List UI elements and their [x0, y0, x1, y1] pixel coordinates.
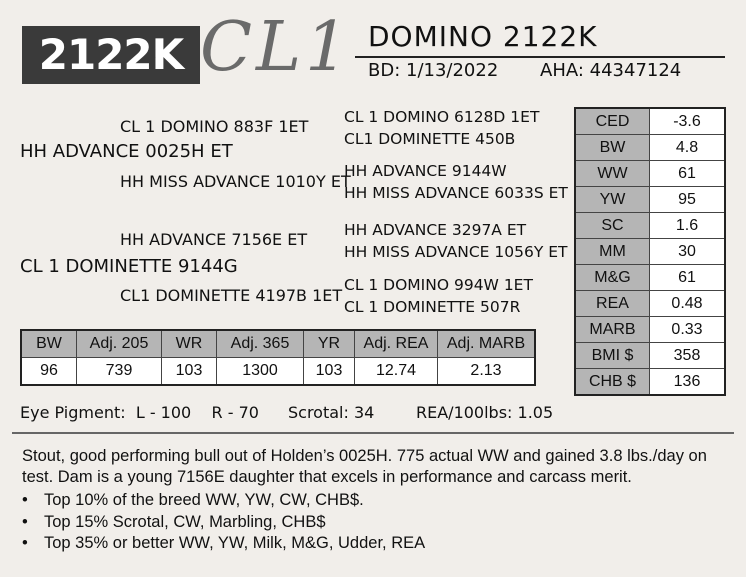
epd-value: 4.8	[650, 135, 726, 161]
bull-name: DOMINO 2122K	[368, 20, 598, 53]
epd-value: 1.6	[650, 213, 726, 239]
epd-value: 61	[650, 161, 726, 187]
epd-value: 0.33	[650, 317, 726, 343]
epd-row	[575, 108, 725, 135]
aha-registration: AHA: 44347124	[540, 60, 682, 81]
epd-row	[575, 291, 725, 317]
pedigree-sire-sire-sire: CL 1 DOMINO 6128D 1ET	[344, 108, 540, 126]
performance-value: 12.74	[355, 358, 438, 386]
epd-label: BMI $	[575, 343, 650, 369]
list-item	[22, 490, 425, 512]
highlight-text: Top 15% Scrotal, CW, Marbling, CHB$	[44, 512, 326, 531]
epd-label: MM	[575, 239, 650, 265]
performance-header: Adj. 365	[217, 330, 304, 358]
pedigree-sire-dam-sire: HH ADVANCE 9144W	[344, 162, 507, 180]
birth-date: BD: 1/13/2022	[368, 60, 499, 81]
pedigree-dam-sire-sire: HH ADVANCE 3297A ET	[344, 221, 527, 239]
performance-header: Adj. MARB	[438, 330, 536, 358]
performance-header: Adj. 205	[77, 330, 162, 358]
epd-value: 61	[650, 265, 726, 291]
pedigree-sire: HH ADVANCE 0025H ET	[20, 141, 233, 162]
epd-row	[575, 135, 725, 161]
epd-label: CHB $	[575, 369, 650, 396]
epd-label: MARB	[575, 317, 650, 343]
eye-pigment: Eye Pigment: L - 100 R - 70	[20, 403, 259, 422]
performance-header-row	[21, 330, 535, 358]
bullet-icon: •	[22, 512, 28, 531]
epd-row	[575, 369, 725, 396]
pedigree-dam-dam: CL1 DOMINETTE 4197B 1ET	[120, 286, 343, 305]
rea-per-100lbs: REA/100lbs: 1.05	[416, 403, 554, 422]
performance-header: YR	[304, 330, 355, 358]
cl1-logo: CL1	[200, 8, 353, 87]
pedigree-sire-sire: CL 1 DOMINO 883F 1ET	[120, 117, 309, 136]
performance-value-row	[21, 358, 535, 386]
list-item	[22, 533, 425, 555]
epd-table	[574, 107, 726, 396]
bullet-icon: •	[22, 534, 28, 552]
pedigree-dam: CL 1 DOMINETTE 9144G	[20, 256, 238, 277]
highlights-list	[22, 490, 425, 555]
epd-value: 136	[650, 369, 726, 396]
pedigree-sire-sire-dam: CL1 DOMINETTE 450B	[344, 130, 516, 148]
pedigree-dam-dam-dam: CL 1 DOMINETTE 507R	[344, 298, 521, 316]
lot-number: 2122K	[22, 26, 200, 84]
performance-header: BW	[21, 330, 77, 358]
epd-value: 95	[650, 187, 726, 213]
epd-label: CED	[575, 108, 650, 135]
pedigree-dam-sire-dam: HH MISS ADVANCE 1056Y ET	[344, 243, 568, 261]
highlight-text: Top 35% or better WW, YW, Milk, M&G, Udder, REA	[44, 534, 426, 552]
epd-label: M&G	[575, 265, 650, 291]
epd-row	[575, 239, 725, 265]
epd-row	[575, 187, 725, 213]
epd-value: -3.6	[650, 108, 726, 135]
performance-value: 739	[77, 358, 162, 386]
performance-header: WR	[162, 330, 217, 358]
section-divider	[12, 432, 734, 434]
performance-value: 1300	[217, 358, 304, 386]
pedigree-dam-dam-sire: CL 1 DOMINO 994W 1ET	[344, 276, 533, 294]
epd-row	[575, 343, 725, 369]
list-item	[22, 512, 425, 534]
epd-value: 0.48	[650, 291, 726, 317]
performance-value: 2.13	[438, 358, 536, 386]
epd-row	[575, 213, 725, 239]
performance-value: 96	[21, 358, 77, 386]
epd-value: 30	[650, 239, 726, 265]
performance-value: 103	[162, 358, 217, 386]
epd-label: SC	[575, 213, 650, 239]
bull-description: Stout, good performing bull out of Holden’s 0025H. 775 actual WW and gained 3.8 lbs./day on test. Dam is a young 7156E daughter that excels in performance and carcass merit.	[22, 447, 707, 486]
highlight-text: Top 10% of the breed WW, YW, CW, CHB$.	[44, 491, 364, 509]
pedigree-sire-dam-dam: HH MISS ADVANCE 6033S ET	[344, 184, 568, 202]
epd-label: BW	[575, 135, 650, 161]
title-divider	[355, 56, 725, 58]
pedigree-dam-sire: HH ADVANCE 7156E ET	[120, 230, 308, 249]
epd-row	[575, 265, 725, 291]
pedigree-sire-dam: HH MISS ADVANCE 1010Y ET	[120, 172, 351, 191]
epd-label: WW	[575, 161, 650, 187]
scrotal-measurement: Scrotal: 34	[288, 403, 375, 422]
epd-value: 358	[650, 343, 726, 369]
epd-row	[575, 317, 725, 343]
bullet-icon: •	[22, 491, 28, 509]
performance-header: Adj. REA	[355, 330, 438, 358]
epd-label: YW	[575, 187, 650, 213]
epd-row	[575, 161, 725, 187]
performance-table	[20, 329, 536, 386]
epd-label: REA	[575, 291, 650, 317]
performance-value: 103	[304, 358, 355, 386]
